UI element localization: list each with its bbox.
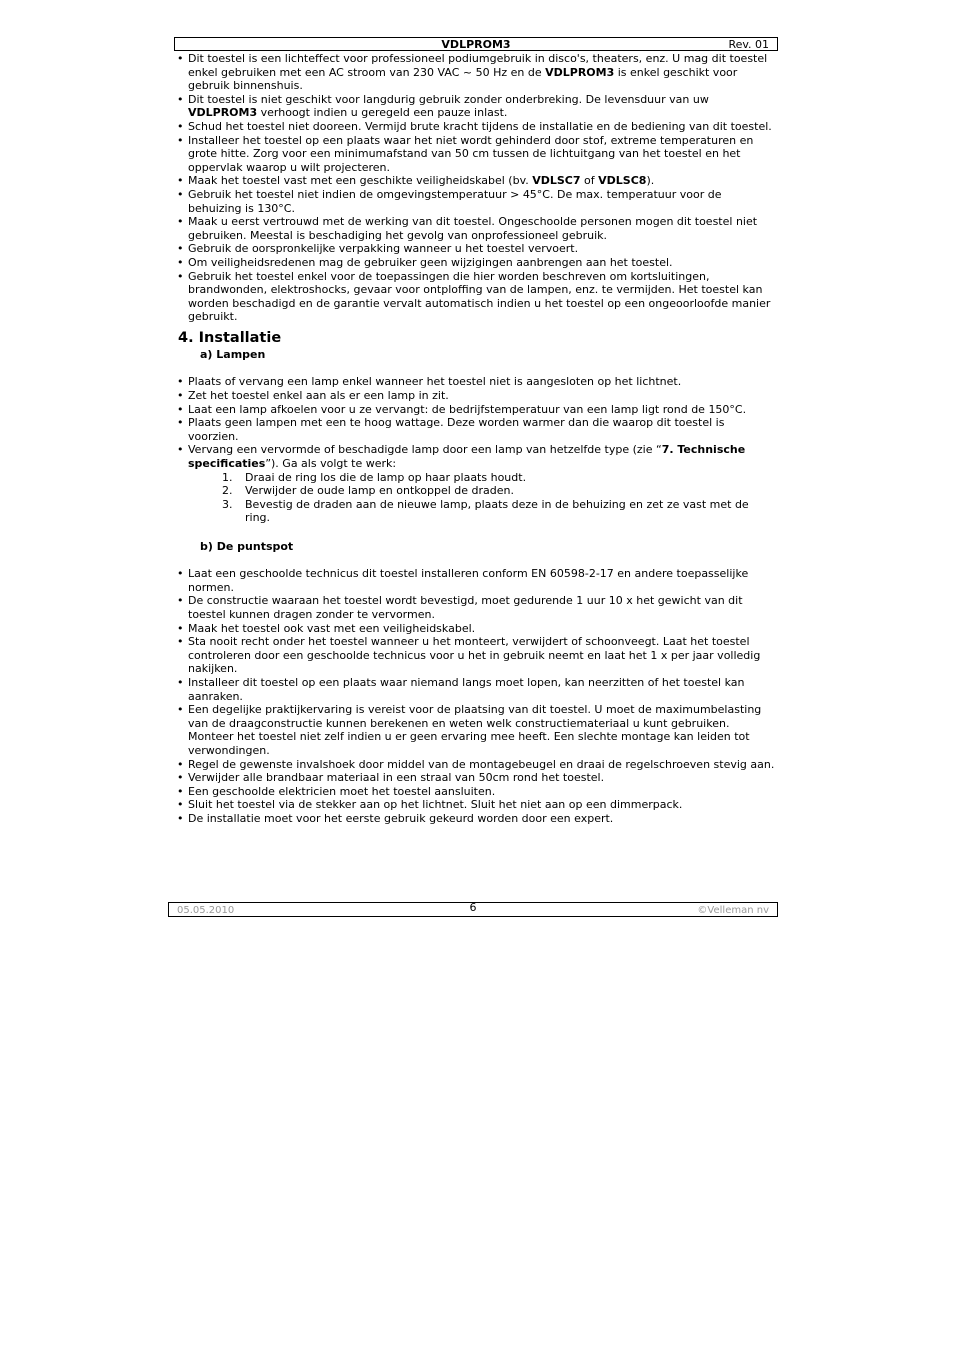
puntspot-list	[176, 567, 776, 825]
step-item: 1. Draai de ring los die de lamp op haar plaats houdt.	[222, 470, 527, 484]
list-item: • Verwijder alle brandbaar materiaal in een straal van 50cm rond het toestel.	[176, 771, 776, 785]
subheading-puntspot: b) De puntspot	[200, 539, 294, 553]
list-item: • Zet het toestel enkel aan als er een lamp in zit.	[176, 389, 776, 403]
list-item: • Maak het toestel ook vast met een veiligheidskabel.	[176, 622, 776, 636]
step-item: 2. Verwijder de oude lamp en ontkoppel de draden.	[222, 484, 514, 498]
list-item: • Laat een geschoolde technicus dit toestel installeren conform EN 60598-2-17 en andere toepasselijke normen.	[176, 567, 776, 594]
header-revision: Rev. 01	[728, 38, 769, 51]
lampen-list	[176, 375, 776, 470]
list-item: • Vervang een vervormde of beschadigde lamp door een lamp van hetzelfde type (zie “7. Technische specificaties”). Ga als volgt te werk:	[176, 443, 776, 470]
safety-list	[176, 52, 776, 324]
list-item: • Gebruik het toestel niet indien de omgevingstemperatuur > 45°C. De max. temperatuur voor de behuizing is 130°C.	[176, 188, 776, 215]
page-number: 6	[469, 901, 477, 914]
section-heading-installatie: 4. Installatie	[178, 329, 282, 346]
list-item: • De installatie moet voor het eerste gebruik gekeurd worden door een expert.	[176, 812, 776, 826]
list-item: • Dit toestel is niet geschikt voor langdurig gebruik zonder onderbreking. De levensduur van uw VDLPROM3 verhoogt indien u geregeld een pauze inlast.	[176, 93, 776, 120]
list-item: • Een degelijke praktijkervaring is vereist voor de plaatsing van dit toestel. U moet de maximumbelasting van de draagconstructie kunnen berekenen en weten welk constructiemateriaal u kunt gebruiken. Monteer het toestel niet zelf indien u er geen ervaring mee heeft. Een slechte montage kan leiden tot verwondingen.	[176, 703, 776, 757]
list-item: • Dit toestel is een lichteffect voor professioneel podiumgebruik in disco's, theaters, enz. U mag dit toestel enkel gebruiken met een AC stroom van 230 VAC ~ 50 Hz en de VDLPROM3 is enkel geschikt voor gebruik binnenshuis.	[176, 52, 776, 93]
list-item: • Plaats of vervang een lamp enkel wanneer het toestel niet is aangesloten op het lichtnet.	[176, 375, 776, 389]
spacer	[176, 554, 776, 568]
page-header	[174, 37, 778, 51]
page-footer	[168, 902, 778, 917]
spacer	[176, 362, 776, 376]
subheading-lampen: a) Lampen	[200, 347, 266, 361]
list-item: • Maak u eerst vertrouwd met de werking van dit toestel. Ongeschoolde personen mogen dit toestel niet gebruiken. Meestal is beschadiging het gevolg van onprofessioneel gebruik.	[176, 215, 776, 242]
list-item: • Gebruik het toestel enkel voor de toepassingen die hier worden beschreven om kortsluitingen, brandwonden, elektroshocks, gevaar voor ontploffing van de lampen, enz. te vermijden. Het toestel kan worden beschadigd en de garantie vervalt automatisch indien u het toestel op een ongeoorloofde manier gebruikt.	[176, 270, 776, 324]
footer-date: 05.05.2010	[177, 905, 235, 916]
lamp-replacement-steps	[176, 471, 776, 525]
list-item: • Sluit het toestel via de stekker aan op het lichtnet. Sluit het niet aan op een dimmerpack.	[176, 798, 776, 812]
list-item: • Installeer dit toestel op een plaats waar niemand langs moet lopen, kan neerzitten of het toestel kan aanraken.	[176, 676, 776, 703]
document-body	[176, 52, 776, 825]
list-item: • Schud het toestel niet dooreen. Vermijd brute kracht tijdens de installatie en de bediening van dit toestel.	[176, 120, 776, 134]
list-item: • Installeer het toestel op een plaats waar het niet wordt gehinderd door stof, extreme temperaturen en grote hitte. Zorg voor een minimumafstand van 50 cm tussen de lichtuitgang van het toestel en het oppervlak waarop u wilt projecteren.	[176, 134, 776, 175]
list-item: • Sta nooit recht onder het toestel wanneer u het monteert, verwijdert of schoonveegt. Laat het toestel controleren door een geschoolde technicus voor u het in gebruik neemt en laat het 1 x per jaar volledig nakijken.	[176, 635, 776, 676]
list-item: • Regel de gewenste invalshoek door middel van de montagebeugel en draai de regelschroeven stevig aan.	[176, 758, 776, 772]
step-item: 3. Bevestig de draden aan de nieuwe lamp, plaats deze in de behuizing en zet ze vast met de ring.	[222, 497, 749, 525]
list-item: • De constructie waaraan het toestel wordt bevestigd, moet gedurende 1 uur 10 x het gewicht van dit toestel kunnen dragen zonder te vervormen.	[176, 594, 776, 621]
list-item: • Laat een lamp afkoelen voor u ze vervangt: de bedrijfstemperatuur van een lamp ligt rond de 150°C.	[176, 403, 776, 417]
header-model: VDLPROM3	[441, 38, 511, 51]
list-item: • Om veiligheidsredenen mag de gebruiker geen wijzigingen aanbrengen aan het toestel.	[176, 256, 776, 270]
list-item: • Maak het toestel vast met een geschikte veiligheidskabel (bv. VDLSC7 of VDLSC8).	[176, 174, 776, 188]
list-item: • Plaats geen lampen met een te hoog wattage. Deze worden warmer dan die waarop dit toestel is voorzien.	[176, 416, 776, 443]
footer-copyright: ©Velleman nv	[697, 905, 769, 916]
list-item: • Een geschoolde elektricien moet het toestel aansluiten.	[176, 785, 776, 799]
spacer	[176, 525, 776, 539]
list-item: • Gebruik de oorspronkelijke verpakking wanneer u het toestel vervoert.	[176, 242, 776, 256]
